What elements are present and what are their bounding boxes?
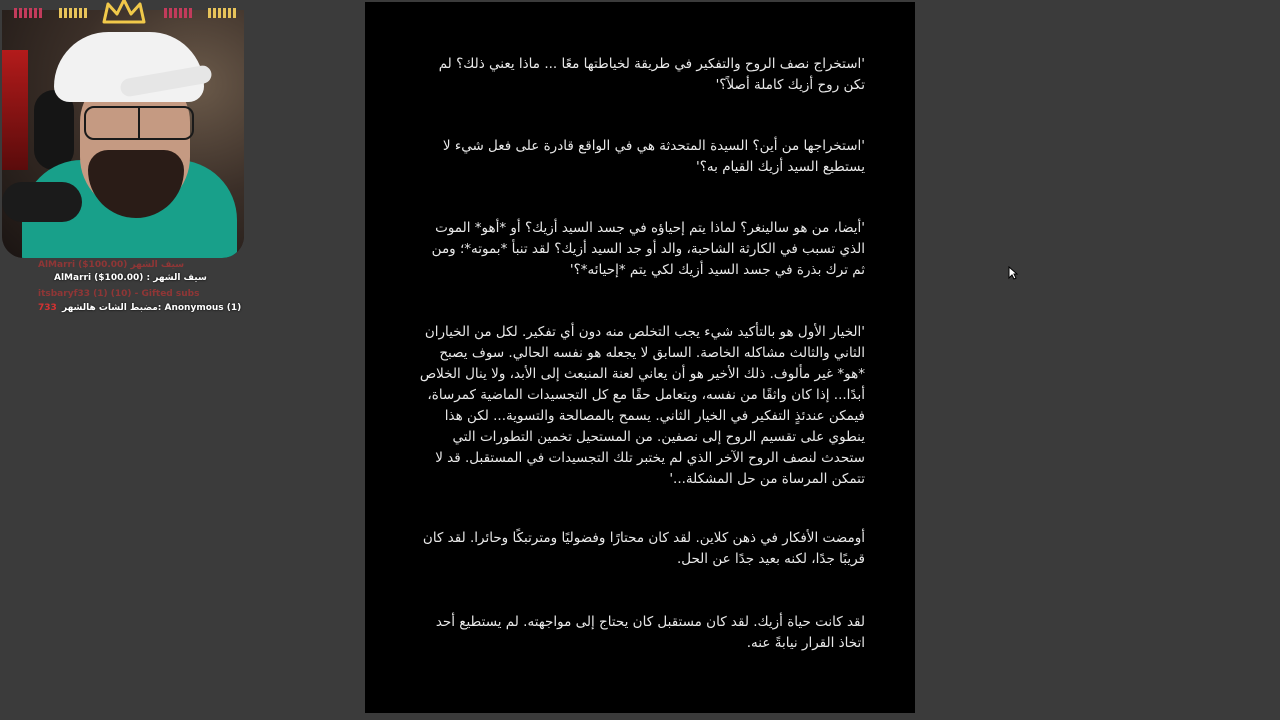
paragraph: 'استخراجها من أين؟ السيدة المتحدثة هي في الواقع قادرة على فعل شيء لا يستطيع السيد أزيك القيام به؟'	[442, 138, 865, 175]
reader-page[interactable]	[365, 2, 915, 713]
alert-row	[0, 287, 250, 302]
paragraph: 'أيضا، من هو سالينغر؟ لماذا يتم إحياؤه في جسد السيد أزيك؟ أو *أهو* الموت الذي تسبب في الكارثة الشاحبة، والد أو جد السيد أزيك؟ لقد تنبأ *بموته*؛ ومن ثم ترك بذرة في جسد السيد أزيك لكي يتم *إحيائه*؟'	[431, 220, 865, 278]
paragraph: 'استخراج نصف الروح والتفكير في طريقة لخياطتها معًا ... ماذا يعني ذلك؟ لم تكن روح أزيك كاملة أصلاً؟'	[438, 56, 865, 93]
alert-faded-text: itsbaryf33 (1) (10) - Gifted subs	[38, 289, 200, 299]
alert-row	[0, 271, 250, 286]
paragraph: 'الخيار الأول هو بالتأكيد شيء يجب التخلص منه دون أي تفكير. لكل من الخياران الثاني والثالث مشاكله الخاصة. السابق لا يجعله هو نفسه الحالي. سوف يصبح *هو* غير مألوف. ذلك الأخير هو أن يعاني لعنة المنبعث إلى الأبد، ولا ينال الخلاص أبدًا... إذا كان واثقًا من نفسه، ويتعامل حقًا مع كل التجسيدات الماضية كمرساة، فيمكن عندئذٍ التفكير في الخيار الثاني. يسمح بالمصالحة والتسوية... لكن هذا ينطوي على تقسيم الروح إلى نصفين. من المستحيل تخمين التطورات التي ستحدث لنصف الروح الآخر الذي لم يختبر تلك التجسيدات في المستقبل. قد لا تتمكن المرساة من حل المشكلة...'	[419, 324, 865, 487]
alert-faded-text: 733	[38, 303, 57, 313]
alert-top-donor: AlMarri ($100.00) : سيف الشهر	[54, 273, 207, 283]
paragraph: لقد كانت حياة أزيك. لقد كان مستقبل كان يحتاج إلى مواجهته. لم يستطيع أحد اتخاذ القرار نيابةً عنه.	[435, 614, 865, 651]
paragraph: أومضت الأفكار في ذهن كلاين. لقد كان محتارًا وفضوليًا ومترتبكًا وحائرا. لقد كان قريبًا جدًا، لكنه بعيد جدًا عن الحل.	[422, 530, 865, 567]
alert-chat-mod: مضبط الشات هالشهر: Anonymous (1)	[62, 303, 242, 313]
webcam-feed	[2, 10, 244, 258]
crown-icon	[102, 0, 146, 24]
webcam-overlay	[2, 0, 244, 258]
alert-row	[0, 301, 250, 316]
mouse-cursor-icon	[1008, 266, 1018, 280]
stream-alerts	[0, 258, 250, 318]
alert-faded-text: AlMarri ($100.00) سيف الشهر	[38, 260, 185, 270]
